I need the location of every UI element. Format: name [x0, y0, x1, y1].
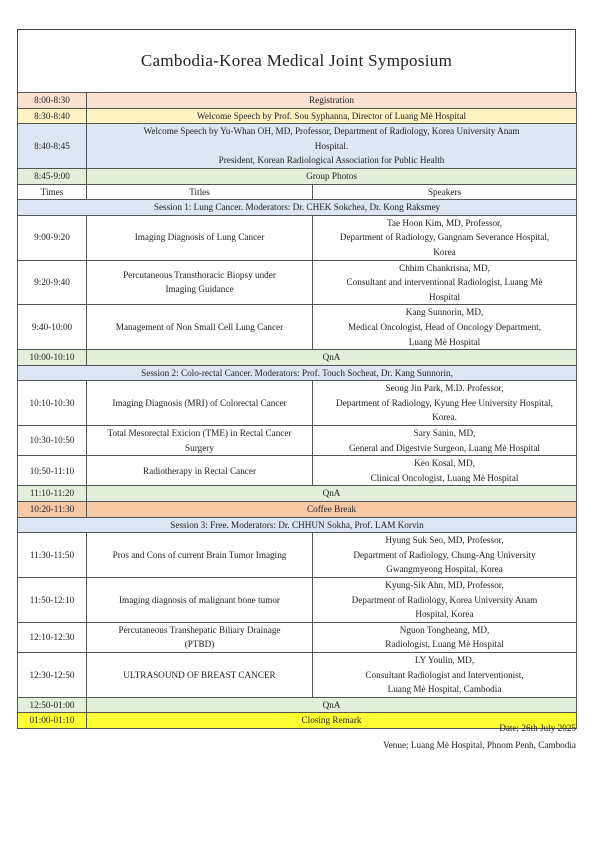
talk-speaker-line: General and Digestvie Surgeon, Luang Mè Hospital — [349, 442, 540, 453]
talk-speaker-line: Sary Sanin, MD, — [413, 428, 476, 439]
talk-row — [18, 305, 577, 350]
schedule-row — [18, 124, 577, 169]
talk-row — [18, 260, 577, 305]
schedule-row — [18, 486, 577, 502]
talk-title-line: Imaging Diagnosis (MRI) of Colorectal Cancer — [112, 397, 287, 408]
span-cell: QnA — [87, 350, 577, 366]
talk-row — [18, 426, 577, 456]
talk-speaker — [313, 215, 577, 260]
talk-title-line: ULTRASOUND OF BREAST CANCER — [123, 669, 276, 680]
column-header-speaker: Speakers — [313, 184, 577, 200]
time-cell: 11:10-11:20 — [18, 486, 87, 502]
talk-speaker — [313, 381, 577, 426]
talk-speaker-line: Clinical Oncologist, Luang Mè Hospital — [370, 472, 519, 483]
talk-row — [18, 456, 577, 486]
talk-title — [87, 215, 313, 260]
session-row — [18, 365, 577, 381]
talk-speaker — [313, 533, 577, 578]
talk-speaker-line: Tae Hoon Kim, MD, Professor, — [386, 217, 503, 228]
talk-title-line: Radiotherapy in Rectal Cancer — [142, 465, 256, 476]
talk-speaker-line: Chhim Chankrisna, MD, — [399, 262, 490, 273]
time-cell: 11:30-11:50 — [18, 533, 87, 578]
talk-row — [18, 622, 577, 652]
schedule-row — [18, 93, 577, 109]
talk-speaker-line: Gwangmyeong Hospital, Korea — [386, 564, 503, 575]
talk-title-line: Pros and Cons of current Brain Tumor Imaging — [112, 549, 287, 560]
program-table — [17, 92, 577, 729]
schedule-row — [18, 502, 577, 518]
talk-title-line: Total Mesorectal Exicion (TME) in Rectal Cancer — [107, 428, 292, 439]
time-cell: 8:00-8:30 — [18, 93, 87, 109]
talk-speaker-line: Department of Radiology, Korea University Anam — [351, 594, 538, 605]
talk-row — [18, 381, 577, 426]
talk-speaker — [313, 622, 577, 652]
time-cell: 12:50-01:00 — [18, 697, 87, 713]
talk-speaker — [313, 578, 577, 623]
time-cell: 8:30-8:40 — [18, 108, 87, 124]
talk-title — [87, 260, 313, 305]
time-cell: 01:00-01:10 — [18, 713, 87, 729]
talk-speaker-line: Department of Radiology, Kyung Hee University Hospital, — [336, 397, 553, 408]
time-cell: 10:10-10:30 — [18, 381, 87, 426]
talk-speaker-line: Keo Kosal, MD, — [414, 458, 475, 469]
talk-speaker-line: Seong Jin Park, M.D. Professor, — [385, 383, 504, 394]
talk-title — [87, 305, 313, 350]
column-header-time: Times — [18, 184, 87, 200]
schedule-row — [18, 108, 577, 124]
program-table-body — [18, 93, 577, 729]
event-date: Date; 26th July 2025 — [499, 723, 576, 733]
talk-row — [18, 652, 577, 697]
talk-speaker-line: Korea — [433, 246, 456, 257]
time-cell: 10:50-11:10 — [18, 456, 87, 486]
talk-speaker-line: Kyung-Sik Ahn, MD, Professor, — [385, 580, 504, 590]
time-cell: 10:30-10:50 — [18, 426, 87, 456]
span-cell — [87, 124, 577, 169]
span-cell: QnA — [87, 697, 577, 713]
time-cell: 12:30-12:50 — [18, 652, 87, 697]
talk-speaker-line: Consultant and interventional Radiologist, Luang Mè — [346, 277, 543, 288]
page-title: Cambodia-Korea Medical Joint Symposium — [17, 29, 576, 92]
talk-title-line: Management of Non Small Cell Lung Cancer — [115, 321, 284, 332]
talk-speaker-line: Luang Mè Hospital — [408, 336, 481, 347]
talk-title-line: (PTBD) — [184, 639, 215, 650]
session-row — [18, 200, 577, 216]
talk-row — [18, 215, 577, 260]
talk-title — [87, 652, 313, 697]
span-cell: Registration — [87, 93, 577, 109]
talk-speaker-line: Korea. — [432, 412, 457, 423]
column-header-title: Titles — [87, 184, 313, 200]
session-row — [18, 517, 577, 533]
time-cell: 10:00-10:10 — [18, 350, 87, 366]
talk-speaker-line: Consultant Radiologist and Interventionist, — [365, 669, 524, 680]
time-cell: 9:20-9:40 — [18, 260, 87, 305]
talk-speaker-line: Medical Oncologist, Head of Oncology Department, — [347, 321, 542, 332]
talk-row — [18, 578, 577, 623]
talk-speaker-line: Radiologist, Luang Mè Hospital — [385, 639, 504, 650]
talk-speaker-line: Nguon Tongheang, MD, — [399, 624, 490, 635]
span-line: Hospital. — [314, 140, 349, 151]
span-line: President, Korean Radiological Association for Public Health — [218, 155, 445, 166]
event-venue: Venue; Luang Mè Hospital, Phnom Penh, Cambodia — [383, 740, 576, 750]
talk-title — [87, 622, 313, 652]
span-cell: Group Photos — [87, 168, 577, 184]
session-heading: Session 1: Lung Cancer. Moderators: Dr. CHEK Sokchea, Dr. Kong Raksmey — [18, 200, 577, 216]
footer — [383, 720, 576, 754]
time-cell: 9:40-10:00 — [18, 305, 87, 350]
talk-row — [18, 533, 577, 578]
time-cell: 8:45-9:00 — [18, 168, 87, 184]
talk-title-line: Imaging diagnosis of malignant bone tumor — [118, 594, 280, 605]
talk-title-line: Percutaneous Transhepatic Biliary Drainage — [118, 624, 281, 635]
span-line: Welcome Speech by Yu-Whan OH, MD, Professor, Department of Radiology, Korea University Anam — [143, 126, 520, 137]
talk-speaker-line: Hospital, Korea — [415, 609, 474, 620]
talk-speaker — [313, 456, 577, 486]
talk-title — [87, 426, 313, 456]
talk-speaker-line: Department of Radiology, Gangnam Severance Hospital, — [339, 232, 550, 243]
talk-speaker — [313, 260, 577, 305]
talk-speaker-line: Hospital — [428, 291, 461, 302]
talk-speaker-line: Luang Mè Hospital, Cambodia — [387, 684, 502, 695]
time-cell: 8:40-8:45 — [18, 124, 87, 169]
time-cell: 11:50-12:10 — [18, 578, 87, 623]
schedule-row — [18, 350, 577, 366]
talk-title — [87, 533, 313, 578]
session-heading: Session 3: Free. Moderators: Dr. CHHUN Sokha, Prof. LAM Korvin — [18, 517, 577, 533]
talk-speaker — [313, 652, 577, 697]
talk-speaker-line: Department of Radiology, Chung-Ang University — [353, 549, 536, 560]
talk-speaker-line: Kang Sunnorin, MD, — [405, 307, 484, 318]
symposium-schedule — [17, 29, 576, 729]
talk-speaker — [313, 305, 577, 350]
talk-title-line: Surgery — [185, 442, 214, 453]
session-heading: Session 2: Colo-rectal Cancer. Moderators: Prof. Touch Socheat, Dr. Kang Sunnorin, — [18, 365, 577, 381]
talk-title — [87, 381, 313, 426]
span-cell: Coffee Break — [87, 502, 577, 518]
talk-speaker-line: Hyung Suk Seo, MD, Professor, — [385, 535, 504, 546]
talk-title — [87, 578, 313, 623]
span-cell: QnA — [87, 486, 577, 502]
talk-title-line: Percutaneous Transthoracic Biopsy under — [123, 269, 276, 280]
talk-title-line: Imaging Guidance — [165, 284, 234, 295]
span-cell: Welcome Speech by Prof. Sou Syphanna, Director of Luang Mè Hospital — [87, 108, 577, 124]
talk-title-line: Imaging Diagnosis of Lung Cancer — [134, 232, 265, 243]
span-cell: Closing Remark — [87, 713, 577, 729]
talk-title — [87, 456, 313, 486]
schedule-row — [18, 168, 577, 184]
column-header-row — [18, 184, 577, 200]
talk-speaker — [313, 426, 577, 456]
time-cell: 9:00-9:20 — [18, 215, 87, 260]
schedule-row — [18, 697, 577, 713]
time-cell: 10:20-11:30 — [18, 502, 87, 518]
talk-speaker-line: LY Youlin, MD, — [414, 654, 475, 665]
time-cell: 12:10-12:30 — [18, 622, 87, 652]
